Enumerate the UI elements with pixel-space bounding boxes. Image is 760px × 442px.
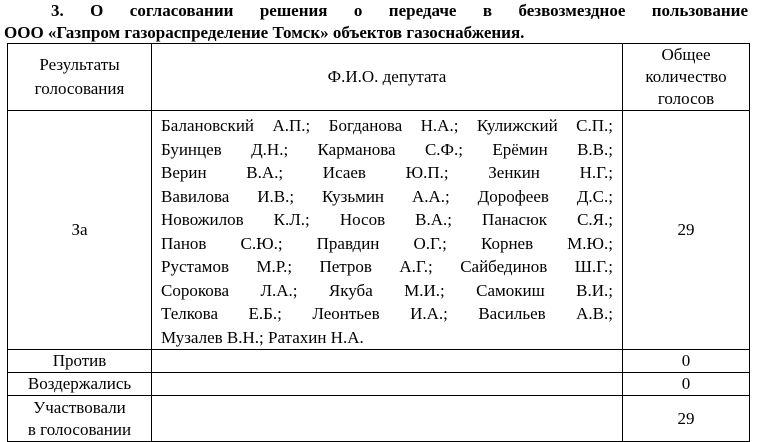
names-line: Панов С.Ю.; Правдин О.Г.; Корнев М.Ю.; xyxy=(161,233,613,253)
row-abstained-names xyxy=(152,373,623,396)
names-line: Новожилов К.Л.; Носов В.А.; Панасюк С.Я.; xyxy=(161,210,613,229)
names-line: Сорокова Л.А.; Якуба М.И.; Самокиш В.И.; xyxy=(161,280,613,300)
names-line: Вавилова И.В.; Кузьмин А.А.; Дорофеев Д.С.; xyxy=(161,186,613,206)
voting-results-table xyxy=(7,43,750,442)
header-deputies: Ф.И.О. депутата xyxy=(152,44,623,111)
table-row-against xyxy=(8,350,750,373)
names-line: Рустамов М.Р.; Петров А.Г.; Сайбединов Ш.Г.; xyxy=(161,257,613,276)
row-participated-count: 29 xyxy=(623,396,750,442)
item-heading-line1: 3. О согласовании решения о передаче в безвозмездное пользование xyxy=(51,1,748,20)
row-abstained-label: Воздержались xyxy=(8,373,152,396)
item-heading xyxy=(4,0,748,44)
row-abstained-count: 0 xyxy=(623,373,750,396)
row-participated-label-line1: Участвовали xyxy=(33,397,126,417)
table-header-row xyxy=(8,44,750,111)
row-participated-names xyxy=(152,396,623,442)
row-participated-label-line2: в голосовании xyxy=(27,419,132,439)
names-line: Телкова Е.Б.; Леонтьев И.А.; Васильев А.В.; xyxy=(161,304,613,323)
row-for-count: 29 xyxy=(623,111,750,350)
row-for-label: За xyxy=(8,111,152,350)
header-results: Результаты голосования xyxy=(8,44,152,111)
table-row-abstained xyxy=(8,373,750,396)
row-participated-label xyxy=(8,396,152,442)
row-for-names xyxy=(152,111,623,350)
names-line: Верин В.А.; Исаев Ю.П.; Зенкин Н.Г.; xyxy=(161,163,613,182)
row-against-names xyxy=(152,350,623,373)
table-row-participated xyxy=(8,396,750,442)
row-against-label: Против xyxy=(8,350,152,373)
table-row-for xyxy=(8,111,750,350)
item-heading-line2: ООО «Газпром газораспределение Томск» объектов газоснабжения. xyxy=(4,23,525,42)
names-line: Буинцев Д.Н.; Карманова С.Ф.; Ерёмин В.В.; xyxy=(161,139,613,159)
row-against-count: 0 xyxy=(623,350,750,373)
names-line: Музалев В.Н.; Ратахин Н.А. xyxy=(161,327,364,347)
header-total: Общее количество голосов xyxy=(623,44,750,111)
names-line: Балановский А.П.; Богданова Н.А.; Кулижский С.П.; xyxy=(161,116,613,135)
